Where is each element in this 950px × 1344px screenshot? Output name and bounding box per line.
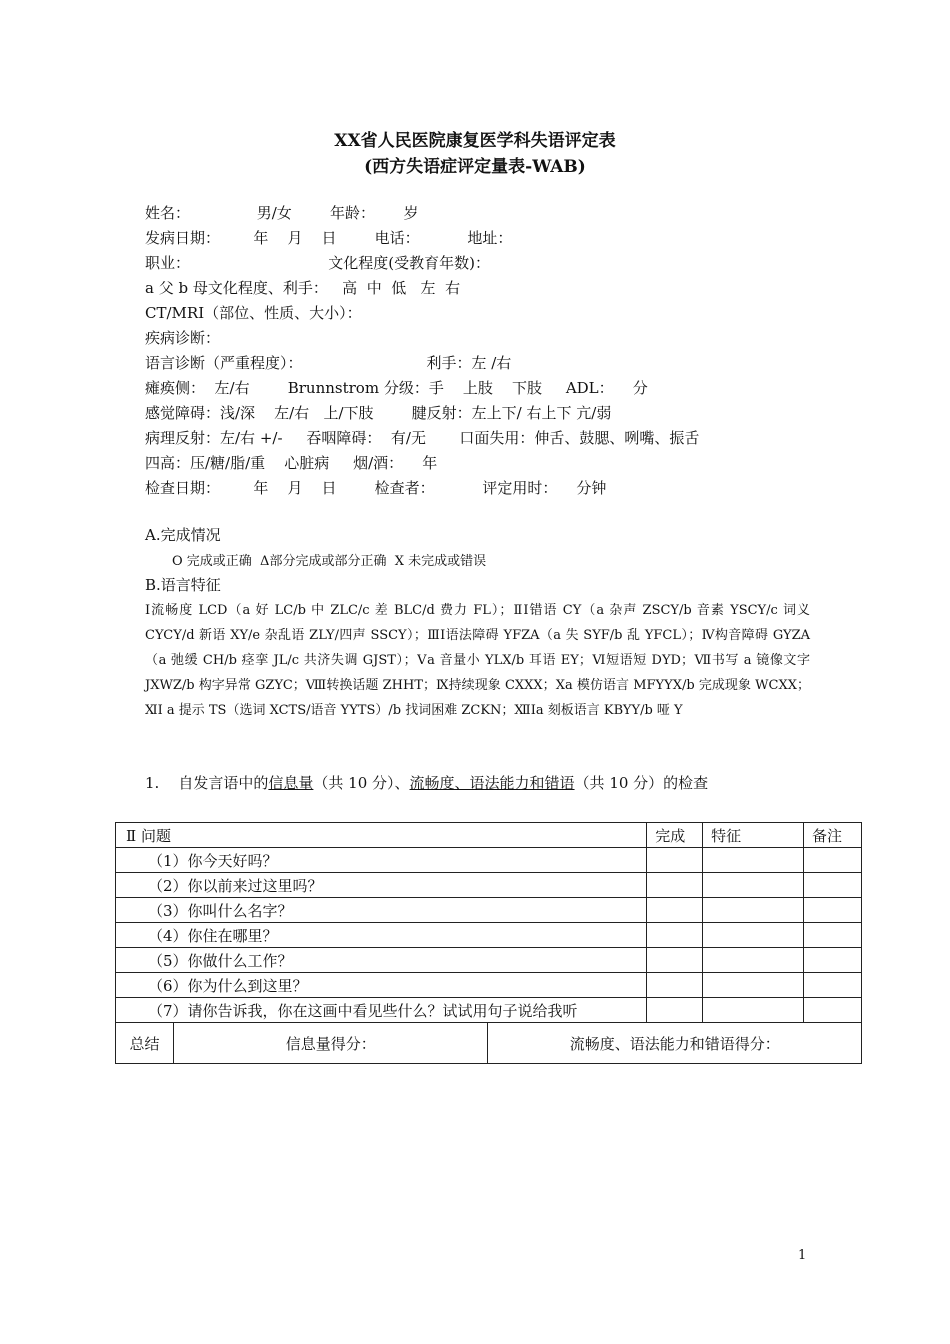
q1-prefix: 1. 自发言语中的	[145, 774, 269, 792]
table-row	[116, 923, 862, 948]
complete-cell[interactable]	[647, 998, 703, 1023]
table-row	[116, 873, 862, 898]
complete-cell[interactable]	[647, 923, 703, 948]
page-number: 1	[798, 1248, 807, 1263]
table-row	[116, 848, 862, 873]
complete-cell[interactable]	[647, 948, 703, 973]
remark-cell[interactable]	[804, 998, 862, 1023]
header-feature: 特征	[703, 823, 804, 848]
language-features-text: Ⅰ流畅度 LCD（a 好 LC/b 中 ZLC/c 差 BLC/d 费力 FL）；ⅡI错语 CY（a 杂声 ZSCY/b 音素 YSCY/c 词义 CYCY/d 新语 XY/e 杂乱语 ZLY/四声 SSCY）；ⅢI语法障碍 YFZA（a 失 SYF/b 乱 YFCL）；Ⅳ构音障碍 GYZA（a 弛缓 CH/b 痉挛 JL/c 共济失调 GJST）；Ⅴa 音量小 YLX/b 耳语 EY；Ⅵ短语短 DYD；Ⅶ书写 a 镜像文字 JXWZ/b 构字异常 GZYC；Ⅷ转换话题 ZHHT；Ⅸ持续现象 CXXX；Ⅹa 模仿语言 MFYYX/b 完成现象 WCXX；ⅪI a 提示 TS（选词 XCTS/语音 YYTS）/b 找词困难 ZCKN；ⅫIa 刻板语言 KBYY/b 哑 Y	[145, 603, 810, 718]
table-row	[116, 898, 862, 923]
info-line-occupation: 职业： 文化程度(受教育年数)：	[145, 254, 490, 272]
patient-info	[145, 201, 699, 501]
document-subtitle: (西方失语症评定量表-WAB)	[364, 157, 586, 177]
header-remark: 备注	[804, 823, 862, 848]
info-line-onset: 发病日期： 年 月 日 电话： 地址：	[145, 229, 513, 247]
info-line-sensory: 感觉障碍：浅/深 左/右 上/下肢 腱反射：左上下/ 右上下 亢/弱	[145, 404, 612, 422]
remark-cell[interactable]	[804, 973, 862, 998]
document-title: XX省人民医院康复医学科失语评定表	[334, 131, 616, 151]
q1-underlined-fluency: 流畅度、语法能力和错语	[409, 774, 575, 792]
info-line-paralysis: 瘫痪侧： 左/右 Brunnstrom 分级：手 上肢 下肢 ADL： 分	[145, 379, 648, 397]
question-cell: （2）你以前来过这里吗？	[116, 873, 647, 898]
remark-cell[interactable]	[804, 873, 862, 898]
summary-label: 总结	[116, 1023, 174, 1064]
info-score-cell[interactable]: 信息量得分：	[173, 1023, 488, 1064]
feature-cell[interactable]	[703, 848, 804, 873]
summary-row	[116, 1023, 862, 1064]
info-line-reflex: 病理反射：左/右 +/- 吞咽障碍： 有/无 口面失用：伸舌、鼓腮、咧嘴、振舌	[145, 429, 700, 447]
table-row	[116, 973, 862, 998]
complete-cell[interactable]	[647, 973, 703, 998]
question-cell: （3）你叫什么名字？	[116, 898, 647, 923]
q1-mid1: （共 10 分）、	[313, 774, 410, 792]
feature-cell[interactable]	[703, 973, 804, 998]
completion-legend: O 完成或正确 Δ部分完成或部分正确 X 未完成或错误	[172, 554, 487, 569]
feature-cell[interactable]	[703, 898, 804, 923]
info-line-risk-factors: 四高：压/糖/脂/重 心脏病 烟/酒： 年	[145, 454, 438, 472]
feature-cell[interactable]	[703, 948, 804, 973]
header-question: Ⅱ 问题	[116, 823, 647, 848]
question-cell: （1）你今天好吗？	[116, 848, 647, 873]
info-line-exam-date: 检查日期： 年 月 日 检查者： 评定用时： 分钟	[145, 479, 607, 497]
complete-cell[interactable]	[647, 848, 703, 873]
q1-mid2: （共 10 分）的检查	[574, 774, 709, 792]
assessment-table	[115, 822, 862, 1064]
feature-cell[interactable]	[703, 873, 804, 898]
info-line-ctmri: CT/MRI（部位、性质、大小）：	[145, 304, 362, 322]
info-line-name: 姓名： 男/女 年龄： 岁	[145, 204, 419, 222]
question-cell: （4）你住在哪里？	[116, 923, 647, 948]
info-line-language-diagnosis: 语言诊断（严重程度）： 利手：左 /右	[145, 354, 512, 372]
section-b-title: B.语言特征	[145, 576, 221, 594]
fluency-score-cell[interactable]: 流畅度、语法能力和错语得分：	[488, 1023, 862, 1064]
question-cell: （6）你为什么到这里？	[116, 973, 647, 998]
complete-cell[interactable]	[647, 898, 703, 923]
question-1-heading	[145, 772, 708, 793]
table-header-row	[116, 823, 862, 848]
complete-cell[interactable]	[647, 873, 703, 898]
table-row	[116, 948, 862, 973]
remark-cell[interactable]	[804, 923, 862, 948]
info-line-diagnosis: 疾病诊断：	[145, 329, 221, 347]
question-cell: （5）你做什么工作？	[116, 948, 647, 973]
feature-cell[interactable]	[703, 998, 804, 1023]
remark-cell[interactable]	[804, 848, 862, 873]
q1-underlined-info: 信息量	[268, 774, 314, 792]
feature-cell[interactable]	[703, 923, 804, 948]
remark-cell[interactable]	[804, 898, 862, 923]
info-line-parents: a 父 b 母文化程度、利手： 高 中 低 左 右	[145, 279, 461, 297]
header-complete: 完成	[647, 823, 703, 848]
table-row	[116, 998, 862, 1023]
remark-cell[interactable]	[804, 948, 862, 973]
section-a-title: A.完成情况	[145, 526, 221, 544]
question-cell: （7）请你告诉我，你在这画中看见些什么？试试用句子说给我听	[116, 998, 647, 1023]
